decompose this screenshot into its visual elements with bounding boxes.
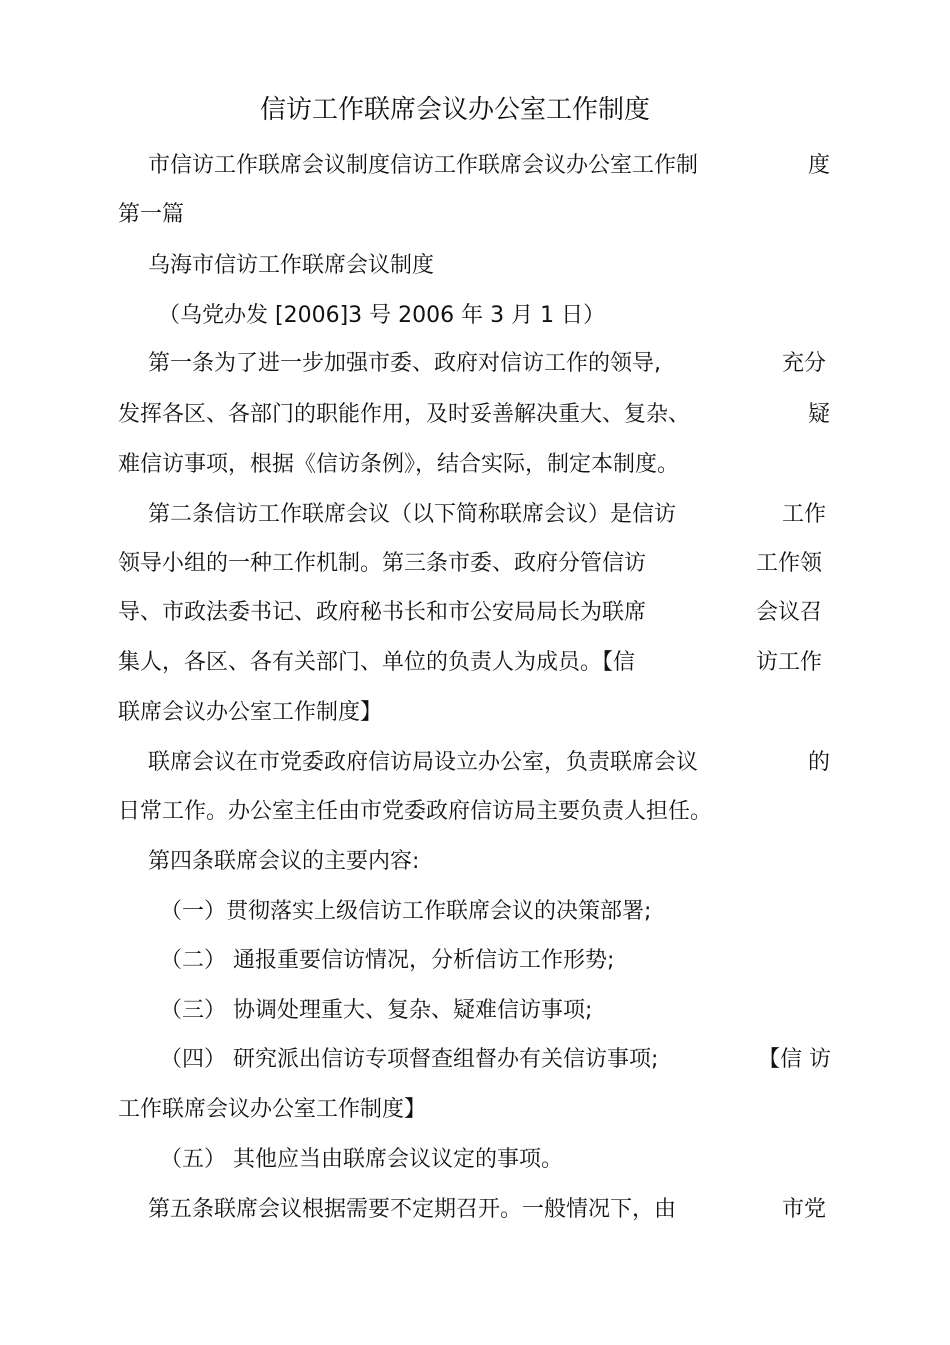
text-line-right: 疑 — [808, 402, 831, 427]
text-line: 集人，各区、各有关部门、单位的负责人为成员。【信 — [118, 650, 636, 675]
text-line: 乌海市信访工作联席会议制度 — [148, 253, 435, 278]
text-line: 发挥各区、各部门的职能作用，及时妥善解决重大、复杂、 — [118, 402, 691, 427]
text-line-right: 市党 — [782, 1197, 827, 1222]
text-line: 联席会议在市党委政府信访局设立办公室，负责联席会议 — [148, 750, 699, 775]
text-line: 日常工作。办公室主任由市党委政府信访局主要负责人担任。 — [118, 799, 713, 824]
list-item: （五） 其他应当由联席会议议定的事项。 — [160, 1147, 563, 1172]
text-line: （乌党办发 [2006]3 号 2006 年 3 月 1 日） — [158, 303, 606, 328]
text-line-right: 工作 — [782, 502, 827, 527]
text-line-right: 充分 — [782, 351, 827, 376]
text-line: 第一篇 — [118, 202, 185, 227]
page-title: 信访工作联席会议办公室工作制度 — [260, 95, 651, 125]
text-line-right: 度 — [808, 153, 831, 178]
text-line: 导、市政法委书记、政府秘书长和市公安局局长为联席 — [118, 600, 647, 625]
text-line-right: 工作领 — [756, 551, 823, 576]
text-line: 第二条信访工作联席会议（以下简称联席会议）是信访 — [148, 502, 677, 527]
text-line: 市信访工作联席会议制度信访工作联席会议办公室工作制 — [148, 153, 699, 178]
list-item: （四） 研究派出信访专项督查组督办有关信访事项; — [160, 1047, 659, 1072]
text-line: 第四条联席会议的主要内容: — [148, 849, 420, 874]
text-line: 领导小组的一种工作机制。第三条市委、政府分管信访 — [118, 551, 647, 576]
text-line: 难信访事项，根据《信访条例》，结合实际，制定本制度。 — [118, 452, 680, 477]
text-line: 第五条联席会议根据需要不定期召开。一般情况下，由 — [148, 1197, 677, 1222]
text-line-right: 访工作 — [756, 650, 823, 675]
text-line: 工作联席会议办公室工作制度】 — [118, 1097, 427, 1122]
text-line: 第一条为了进一步加强市委、政府对信访工作的领导, — [148, 351, 661, 376]
text-line-right: 【信 访 — [758, 1047, 831, 1072]
text-line-right: 的 — [808, 750, 831, 775]
list-item: （三） 协调处理重大、复杂、疑难信访事项; — [160, 998, 593, 1023]
text-line: 联席会议办公室工作制度】 — [118, 700, 383, 725]
list-item: （二） 通报重要信访情况，分析信访工作形势; — [160, 948, 615, 973]
text-line-right: 会议召 — [756, 600, 823, 625]
list-item: （一）贯彻落实上级信访工作联席会议的决策部署; — [160, 899, 652, 924]
